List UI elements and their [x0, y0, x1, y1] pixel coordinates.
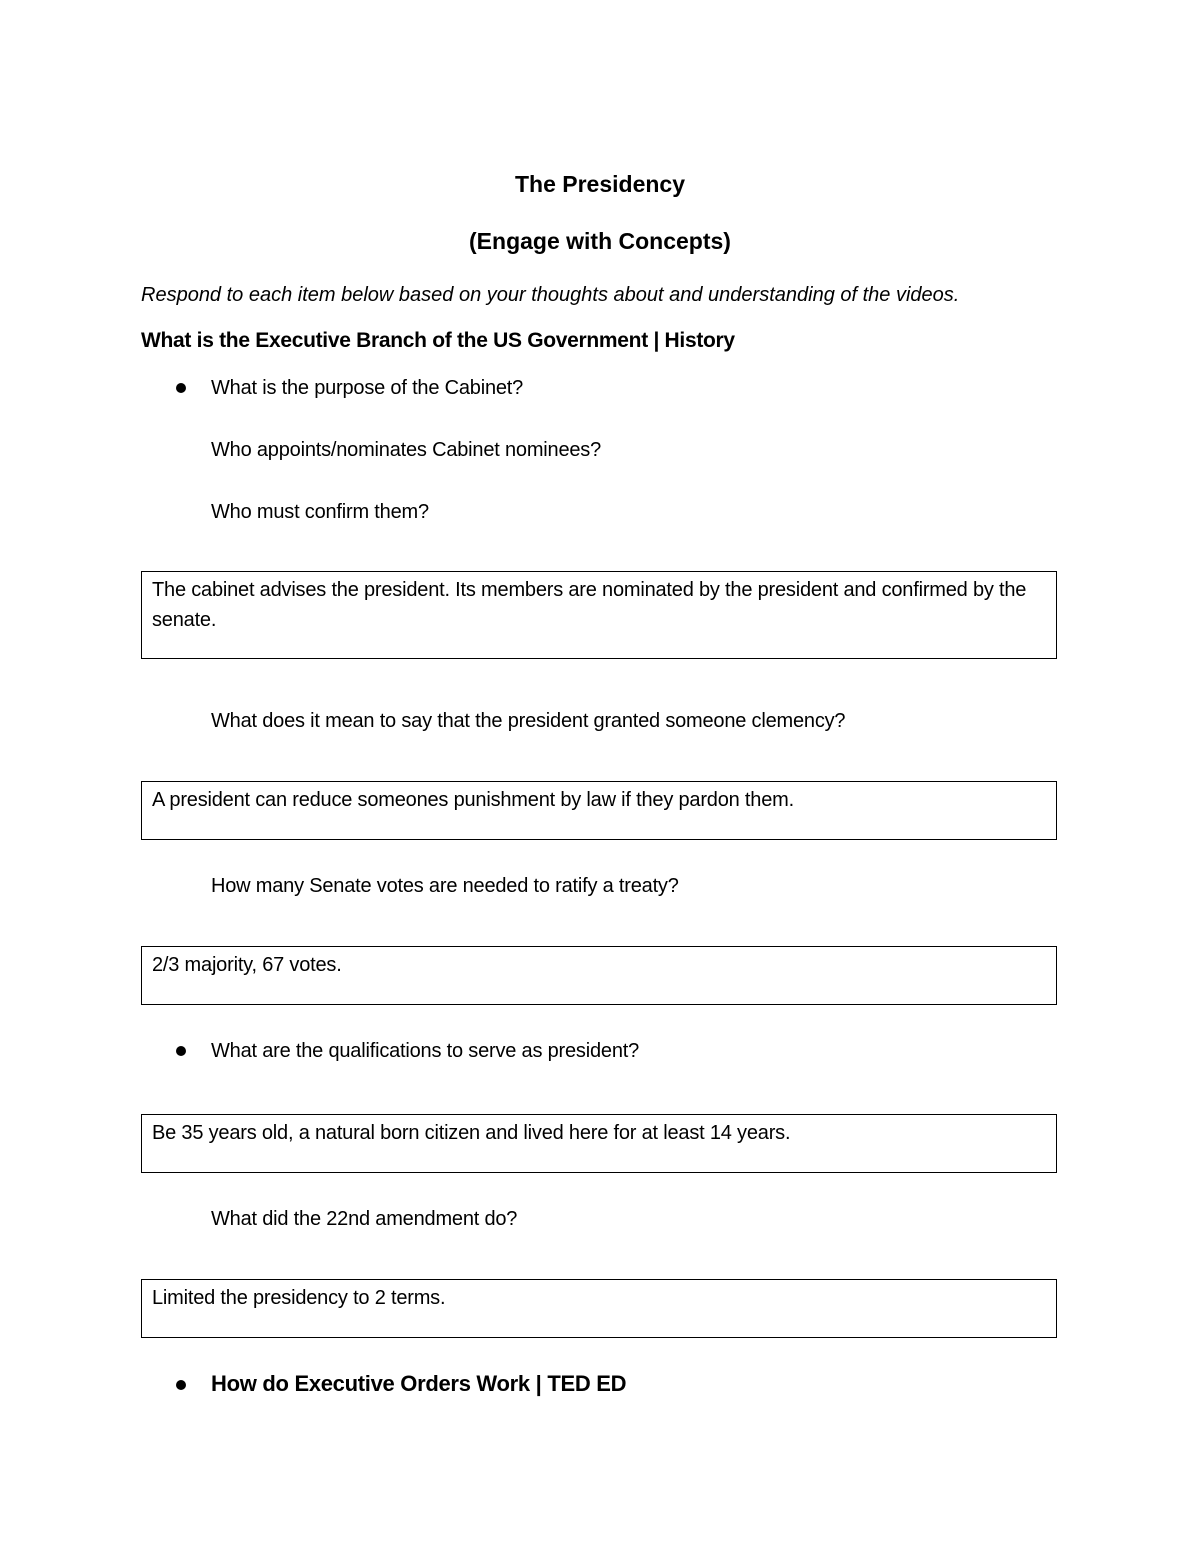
bullet-icon	[176, 1380, 186, 1390]
section-heading-executive-orders: How do Executive Orders Work | TED ED	[211, 1371, 627, 1396]
question-cabinet-nominees: Who appoints/nominates Cabinet nominees?	[211, 439, 602, 461]
document-title: The Presidency	[514, 171, 686, 197]
question-confirm: Who must confirm them?	[211, 501, 429, 523]
answer-box-clemency[interactable]: A president can reduce someones punishment by law if they pardon them.	[141, 781, 1057, 840]
bullet-icon	[176, 383, 186, 393]
answer-box-22nd-amendment[interactable]: Limited the presidency to 2 terms.	[141, 1279, 1057, 1338]
answer-box-qualifications[interactable]: Be 35 years old, a natural born citizen and lived here for at least 14 years.	[141, 1114, 1057, 1173]
instructions-text: Respond to each item below based on your thoughts about and understanding of the videos.	[141, 284, 960, 306]
answer-box-cabinet[interactable]: The cabinet advises the president. Its members are nominated by the president and confirmed by the senate.	[141, 571, 1057, 659]
question-22nd-amendment: What did the 22nd amendment do?	[211, 1208, 518, 1230]
bullet-icon	[176, 1046, 186, 1056]
question-treaty-votes: How many Senate votes are needed to ratify a treaty?	[211, 875, 679, 897]
question-cabinet-purpose: What is the purpose of the Cabinet?	[211, 377, 524, 399]
question-clemency: What does it mean to say that the president granted someone clemency?	[211, 710, 846, 732]
document-subtitle: (Engage with Concepts)	[469, 228, 731, 254]
section-heading-executive-branch: What is the Executive Branch of the US Government | History	[141, 329, 735, 352]
question-qualifications: What are the qualifications to serve as president?	[211, 1040, 640, 1062]
answer-box-treaty[interactable]: 2/3 majority, 67 votes.	[141, 946, 1057, 1005]
